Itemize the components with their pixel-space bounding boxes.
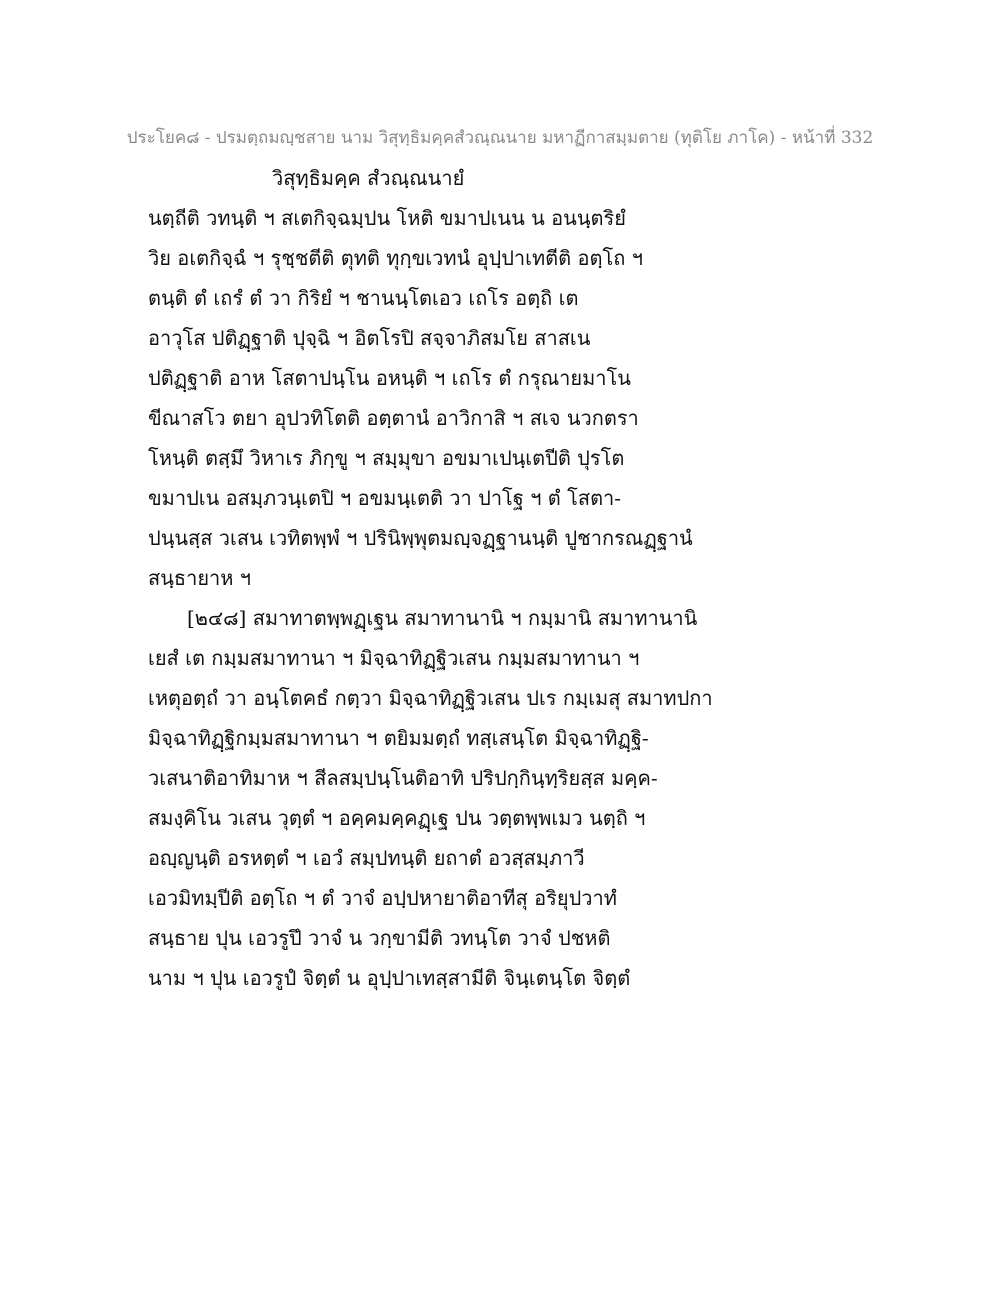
running-header: ประโยค๘ - ปรมตฺถมญฺชสาย นาม วิสุทฺธิมคฺคสํวณฺณนาย มหาฏีกาสมฺมตาย (ทุติโย ภาโค) - หน้าที่ 332 [126, 128, 874, 148]
text-line: มิจฺฉาทิฏฺฐิกมฺมสมาทานา ฯ ตยิมมตฺถํ ทสฺเสนฺโต มิจฺฉาทิฏฺฐิ- [148, 726, 649, 750]
text-line: นาม ฯ ปุน เอวรูปํ จิตฺตํ น อุปฺปาเทสฺสามีติ จินฺเตนฺโต จิตฺตํ [148, 966, 631, 990]
paragraph-start-line: [๒๔๘] สมาทาตพฺพฏฺเฐน สมาทานานิ ฯ กมฺมานิ สมาทานานิ [187, 606, 698, 630]
text-line: นตฺถีติ วทนฺติ ฯ สเตกิจฺฉมฺปน โหติ ขมาปเนน น อนนฺตริยํ [148, 206, 626, 230]
text-line: อญฺญนฺติ อรหตฺตํ ฯ เอวํ สมฺปทนฺติ ยถาตํ อวสฺสมฺภาวี [148, 846, 585, 870]
section-title: วิสุทฺธิมคฺค สํวณฺณนายํ [272, 166, 465, 190]
text-line: สนฺธายาห ฯ [148, 566, 252, 590]
text-line: โหนฺติ ตสฺมึ วิหาเร ภิกฺขู ฯ สมฺมุขา อขมาเปนฺเตปีติ ปุรโต [148, 446, 625, 470]
text-line: ตนฺติ ตํ เถรํ ตํ วา กิริยํ ฯ ชานนฺโตเอว เถโร อตฺถิ เต [148, 286, 579, 310]
text-line: ปติฏฺฐาติ อาห โสตาปนฺโน อหนฺติ ฯ เถโร ตํ กรุณายมาโน [148, 366, 631, 390]
text-line: ขีณาสโว ตยา อุปวทิโตติ อตฺตานํ อาวิกาสิ ฯ สเจ นวกตรา [148, 406, 639, 430]
text-line: สมงฺคิโน วเสน วุตฺตํ ฯ อคฺคมคฺคฏฺเฐ ปน วตฺตพฺพเมว นตฺถิ ฯ [148, 806, 646, 830]
text-line: วเสนาติอาทิมาห ฯ สีลสมฺปนฺโนติอาทิ ปริปกฺกินฺทฺริยสฺส มคฺค- [148, 766, 658, 790]
text-line: ปนฺนสฺส วเสน เวทิตพฺพํ ฯ ปรินิพฺพุตมญฺจฏฺฐานนฺติ ปูชากรณฏฺฐานํ [148, 526, 693, 550]
text-line: สนฺธาย ปุน เอวรูปึ วาจํ น วกฺขามีติ วทนฺโต วาจํ ปชหติ [148, 926, 611, 950]
text-line: อาวุโส ปติฏฺฐาติ ปุจฺฉิ ฯ อิตโรปิ สจฺจาภิสมโย สาสเน [148, 326, 591, 350]
text-line: เอวมิทมฺปีติ อตฺโถ ฯ ตํ วาจํ อปฺปหายาติอาทีสุ อริยุปวาทํ [148, 886, 617, 910]
text-line: เหตุอตฺถํ วา อนฺโตคธํ กตฺวา มิจฺฉาทิฏฺฐิวเสน ปเร กมฺเมสุ สมาทปกา [148, 686, 713, 710]
text-line: วิย อเตกิจฺฉํ ฯ รุชฺชตีติ ตุทติ ทุกฺขเวทนํ อุปฺปาเทตีติ อตฺโถ ฯ [148, 246, 643, 270]
text-line: ขมาปเน อสมฺภวนฺเตปิ ฯ อขมนฺเตติ วา ปาโฐ ฯ ตํ โสตา- [148, 486, 622, 510]
text-line: เยสํ เต กมฺมสมาทานา ฯ มิจฺฉาทิฏฺฐิวเสน กมฺมสมาทานา ฯ [148, 646, 640, 670]
